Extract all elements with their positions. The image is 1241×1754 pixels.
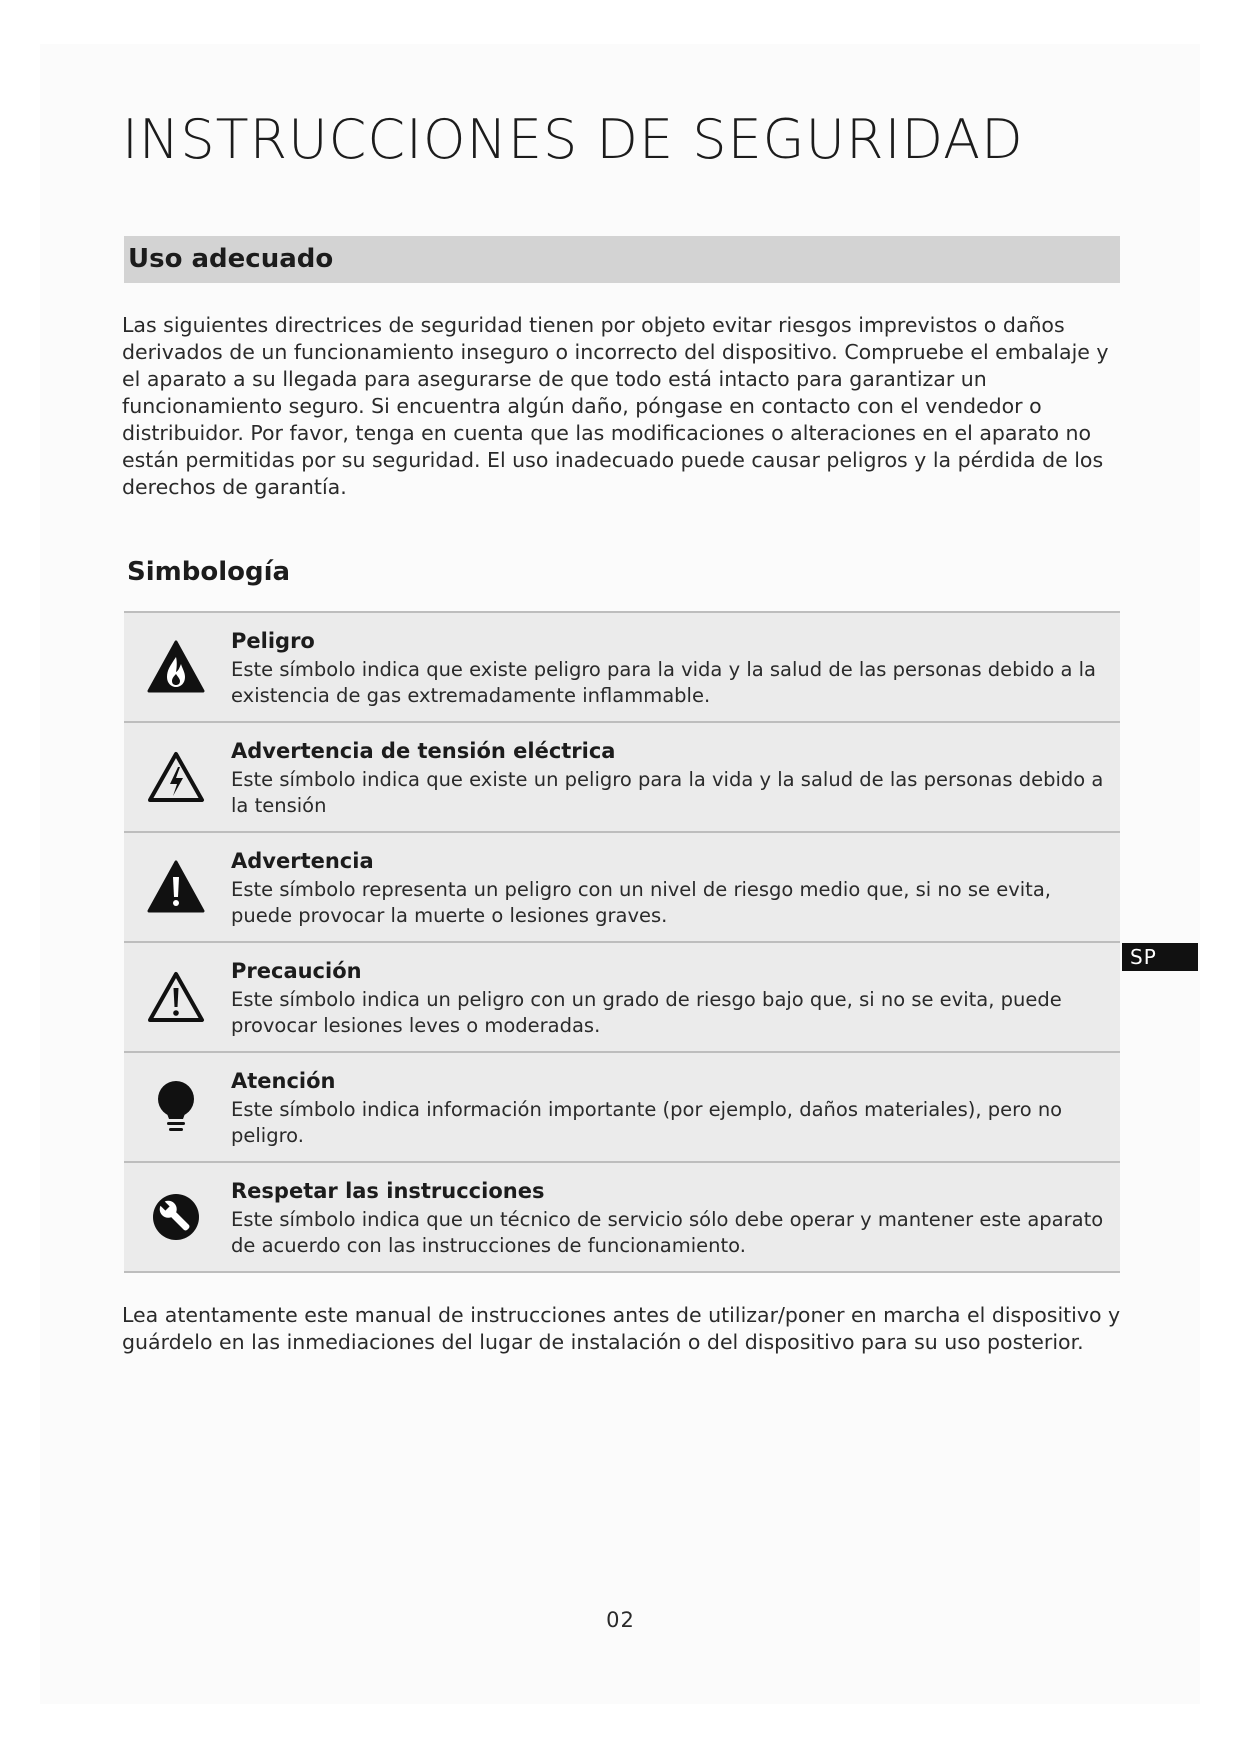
symbol-row-atencion	[124, 1053, 1120, 1163]
symbol-title: Respetar las instrucciones	[231, 1179, 545, 1203]
closing-paragraph: Lea atentamente este manual de instrucciones antes de utilizar/poner en marcha el dispositivo y guárdelo en las inmediaciones del lugar de instalación o del dispositivo para su uso posterior.	[122, 1303, 1121, 1354]
symbol-title: Precaución	[231, 959, 362, 983]
symbol-title: Peligro	[231, 629, 315, 653]
lightbulb-icon	[144, 1075, 208, 1139]
symbol-row-respetar-instrucciones	[124, 1163, 1120, 1273]
symbol-description: Este símbolo representa un peligro con un nivel de riesgo medio que, si no se evita, puede provocar la muerte o lesiones graves.	[231, 878, 1051, 927]
section-heading-simbologia: Simbología	[127, 557, 291, 587]
page-title: INSTRUCCIONES DE SEGURIDAD	[122, 108, 1024, 171]
symbol-title: Atención	[231, 1069, 336, 1093]
language-tab: SP	[1122, 943, 1198, 971]
symbol-description: Este símbolo indica que existe un peligro para la vida y la salud de las personas debido a la tensión	[231, 768, 1104, 817]
section-heading-uso-adecuado: Uso adecuado	[124, 236, 1120, 283]
symbol-description: Este símbolo indica información importante (por ejemplo, daños materiales), pero no peligro.	[231, 1098, 1063, 1147]
caution-outline-icon	[144, 965, 208, 1029]
symbol-description: Este símbolo indica que un técnico de servicio sólo debe operar y mantener este aparato de acuerdo con las instrucciones de funcionamiento.	[231, 1208, 1104, 1257]
intro-paragraph: Las siguientes directrices de seguridad tienen por objeto evitar riesgos imprevistos o daños derivados de un funcionamiento inseguro o incorrecto del dispositivo. Compruebe el embalaje y el aparato a su llegada para asegurarse de que todo está intacto para garantizar un funcionamiento seguro. Si encuentra algún daño, póngase en contacto con el vendedor o distribuidor. Por favor, tenga en cuenta que las modificaciones o alteraciones en el aparato no están permitidas por su seguridad. El uso inadecuado puede causar peligros y la pérdida de los derechos de garantía.	[122, 313, 1109, 499]
symbol-row-precaucion	[124, 943, 1120, 1053]
wrench-icon	[144, 1185, 208, 1249]
symbol-row-advertencia	[124, 833, 1120, 943]
symbol-description: Este símbolo indica que existe peligro para la vida y la salud de las personas debido a la existencia de gas extremadamente inflammable.	[231, 658, 1096, 707]
symbol-description: Este símbolo indica un peligro con un grado de riesgo bajo que, si no se evita, puede provocar lesiones leves o moderadas.	[231, 988, 1062, 1037]
symbol-title: Advertencia	[231, 849, 374, 873]
electrical-voltage-warning-icon	[144, 745, 208, 809]
symbol-row-tension-electrica	[124, 723, 1120, 833]
symbol-table	[124, 611, 1120, 1273]
symbol-title: Advertencia de tensión eléctrica	[231, 739, 616, 763]
flammable-warning-icon	[144, 635, 208, 699]
symbol-row-peligro	[124, 613, 1120, 723]
warning-filled-icon	[144, 855, 208, 919]
page-number: 02	[606, 1608, 635, 1632]
